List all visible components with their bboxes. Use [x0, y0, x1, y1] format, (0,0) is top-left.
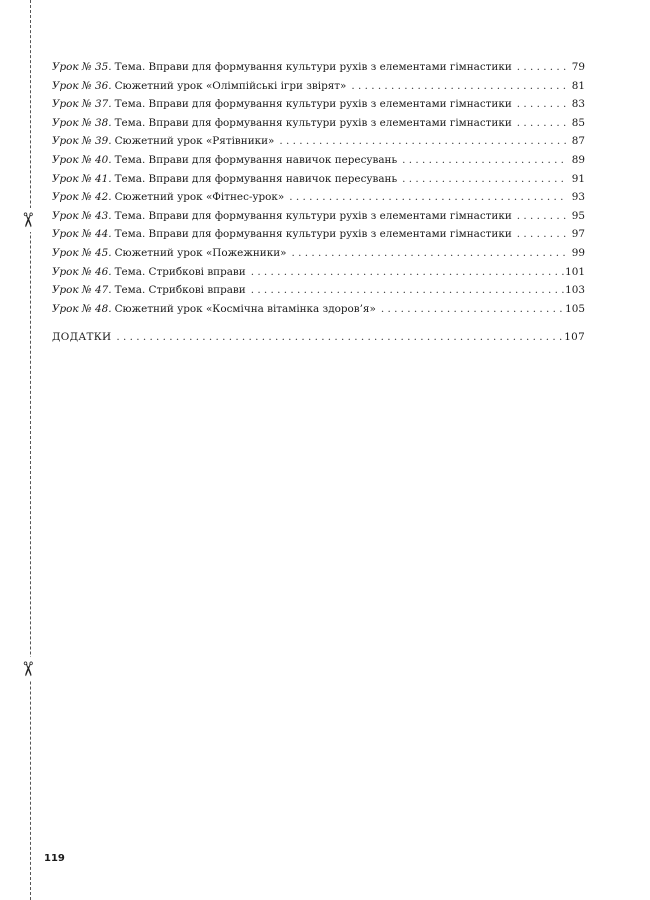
toc-appendix-title: ДОДАТКИ — [52, 331, 112, 344]
toc-lesson-number: Урок № 37. — [52, 98, 112, 111]
toc-lesson-title: Тема. Вправи для формування навичок пересувань — [114, 153, 398, 166]
toc-page-number: 79 — [571, 61, 585, 73]
toc-row — [52, 61, 585, 80]
toc-leader-dots — [512, 210, 567, 222]
toc-row — [52, 284, 585, 303]
toc-leader-dots — [512, 61, 567, 73]
toc-row — [52, 135, 585, 154]
toc-leader-dots — [346, 80, 567, 92]
toc-row — [52, 247, 585, 266]
toc-lesson-title: Сюжетний урок «Олімпійські ігри звірят» — [114, 79, 347, 92]
toc-leader-dots — [274, 135, 567, 147]
toc-lesson-title: Тема. Вправи для формування культури рухів з елементами гімнастики — [114, 116, 512, 129]
toc-lesson-title: Сюжетний урок «Фітнес-урок» — [114, 191, 285, 204]
toc-lesson-number: Урок № 38. — [52, 116, 112, 129]
toc-leader-dots — [512, 117, 567, 129]
toc-row — [52, 117, 585, 136]
toc-row — [52, 210, 585, 229]
toc-lesson-number: Урок № 44. — [52, 228, 112, 241]
toc-page-number: 97 — [571, 228, 585, 241]
toc-lesson-number: Урок № 39. — [52, 135, 112, 148]
scissors-icon: ✂ — [16, 657, 40, 681]
toc-lesson-title: Тема. Вправи для формування культури рухів з елементами гімнастики — [114, 209, 512, 222]
toc-lesson-number: Урок № 46. — [52, 265, 112, 278]
toc-page-number: 103 — [565, 284, 585, 297]
toc-lesson-title: Тема. Вправи для формування навичок пересувань — [114, 172, 398, 185]
toc-page-number: 81 — [571, 79, 585, 92]
toc-lesson-title: Тема. Вправи для формування культури рухів з елементами гімнастики — [114, 61, 512, 73]
toc-page-number: 85 — [571, 116, 585, 129]
toc-leader-dots — [111, 331, 564, 343]
scissors-icon: ✂ — [16, 208, 40, 232]
toc-row — [52, 191, 585, 210]
toc-appendix-page: 107 — [564, 331, 585, 344]
toc-page-number: 105 — [565, 302, 585, 315]
toc-row — [52, 98, 585, 117]
toc-lesson-title: Сюжетний урок «Космічна вітамінка здоров’я» — [114, 302, 376, 315]
toc-lesson-title: Тема. Стрибкові вправи — [114, 284, 246, 297]
toc-page-number: 99 — [571, 246, 585, 259]
toc-lesson-title: Тема. Вправи для формування культури рухів з елементами гімнастики — [114, 98, 512, 111]
toc-page-number: 89 — [571, 153, 585, 166]
toc-page-number: 101 — [565, 265, 585, 278]
toc-leader-dots — [397, 173, 567, 185]
toc-appendix-row — [52, 331, 585, 350]
toc-leader-dots — [397, 154, 567, 166]
toc-leader-dots — [512, 98, 567, 110]
toc-lesson-title: Тема. Вправи для формування культури рухів з елементами гімнастики — [114, 228, 512, 241]
toc-lesson-number: Урок № 42. — [52, 191, 112, 204]
toc-row — [52, 80, 585, 99]
toc-lesson-list — [52, 61, 585, 321]
toc-lesson-number: Урок № 35. — [52, 61, 112, 73]
toc-page-number: 87 — [571, 135, 585, 148]
toc-leader-dots — [246, 284, 565, 296]
toc-leader-dots — [287, 247, 567, 259]
toc-lesson-number: Урок № 36. — [52, 79, 112, 92]
toc-lesson-number: Урок № 41. — [52, 172, 112, 185]
page-number: 119 — [44, 853, 65, 864]
toc-lesson-number: Урок № 40. — [52, 153, 112, 166]
toc-row — [52, 228, 585, 247]
toc-lesson-number: Урок № 43. — [52, 209, 112, 222]
toc-row — [52, 154, 585, 173]
table-of-contents — [52, 61, 585, 350]
toc-lesson-number: Урок № 48. — [52, 302, 112, 315]
toc-row — [52, 173, 585, 192]
toc-page-number: 91 — [571, 172, 585, 185]
toc-lesson-title: Сюжетний урок «Пожежники» — [114, 246, 287, 259]
toc-row — [52, 303, 585, 322]
toc-page-number: 95 — [571, 209, 585, 222]
toc-leader-dots — [376, 303, 565, 315]
toc-lesson-number: Урок № 45. — [52, 246, 112, 259]
toc-row — [52, 266, 585, 285]
toc-lesson-title: Тема. Стрибкові вправи — [114, 265, 246, 278]
toc-lesson-title: Сюжетний урок «Рятівники» — [114, 135, 275, 148]
toc-lesson-number: Урок № 47. — [52, 284, 112, 297]
toc-leader-dots — [246, 266, 565, 278]
toc-leader-dots — [284, 191, 567, 203]
toc-leader-dots — [512, 228, 567, 240]
toc-page-number: 93 — [571, 191, 585, 204]
cut-line — [30, 0, 31, 900]
toc-page-number: 83 — [571, 98, 585, 111]
